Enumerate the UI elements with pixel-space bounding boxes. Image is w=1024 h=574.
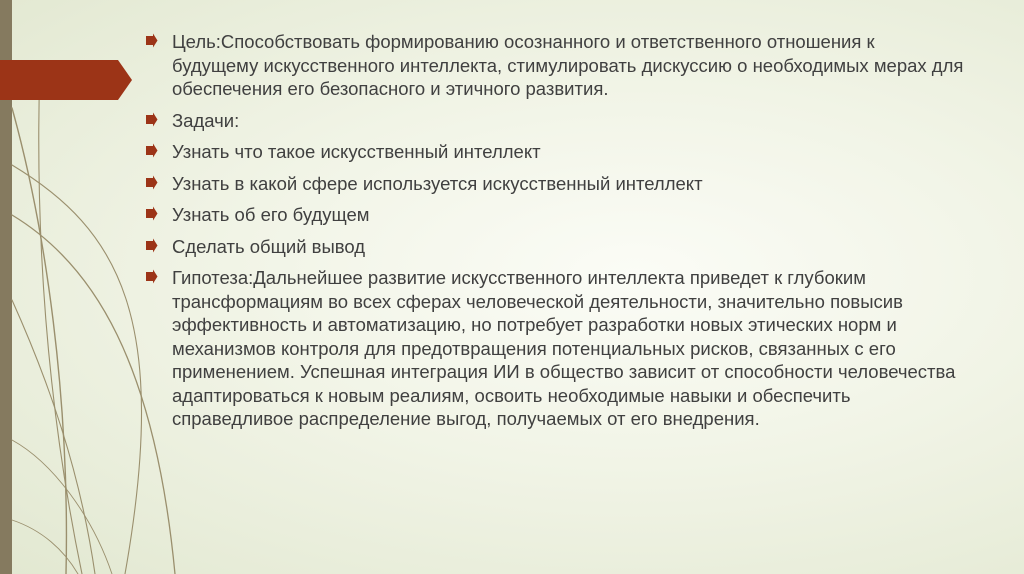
goal-bullet	[145, 30, 965, 101]
arrow-right-icon	[145, 269, 158, 284]
bullet-text: Задачи:	[172, 109, 240, 131]
task-bullet	[145, 203, 965, 227]
bullet-text: Узнать в какой сфере используется искусственный интеллект	[172, 172, 703, 194]
red-arrow-banner	[0, 0, 140, 110]
task-bullet	[145, 235, 965, 259]
task-bullet	[145, 140, 965, 164]
bullet-text: Гипотеза:Дальнейшее развитие искусственного интеллекта приведет к глубоким трансформациям во всех сферах человеческой деятельности, значительно повысив эффективность и автоматизацию, но потребует разработки новых этических норм и механизмов контроля для предотвращения потенциальных рисков, связанных с его применением. Успешная интеграция ИИ в общество зависит от способности человечества адаптироваться к новым реалиям, освоить необходимые навыки и обеспечить справедливое распределение выгод, получаемых от его внедрения.	[172, 267, 956, 429]
task-bullet	[145, 172, 965, 196]
arrow-right-icon	[145, 238, 158, 253]
bullet-list	[145, 30, 965, 439]
arrow-right-icon	[145, 175, 158, 190]
tasks-heading-bullet	[145, 109, 965, 133]
arrow-right-icon	[145, 33, 158, 48]
arrow-right-icon	[145, 112, 158, 127]
arrow-right-icon	[145, 206, 158, 221]
bullet-text: Сделать общий вывод	[172, 235, 366, 257]
hypothesis-bullet	[145, 266, 965, 431]
bullet-text: Цель:Способствовать формированию осознанного и ответственного отношения к будущему искусственного интеллекта, стимулировать дискуссию о необходимых мерах для обеспечения его безопасного и этичного развития.	[172, 31, 964, 99]
arrow-right-icon	[145, 143, 158, 158]
bullet-text: Узнать об его будущем	[172, 204, 370, 225]
bullet-text: Узнать что такое искусственный интеллект	[172, 141, 541, 162]
